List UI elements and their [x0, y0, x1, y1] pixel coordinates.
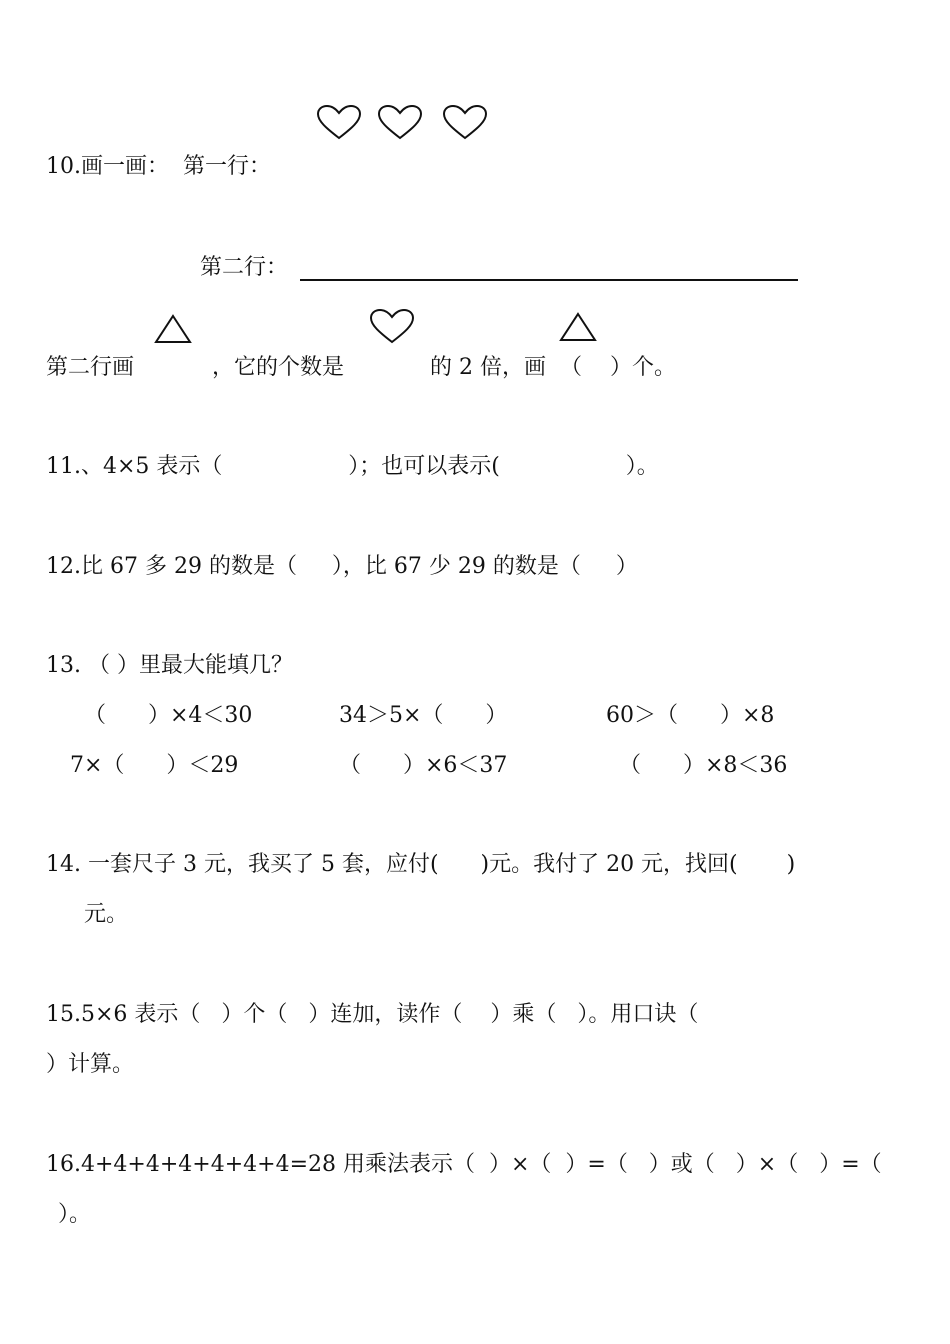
heart-icon	[316, 104, 362, 140]
q13-row1-item: 34＞5×（ ）	[339, 703, 508, 728]
q10-label: 10.画一画： 第一行：	[46, 154, 271, 179]
q16-line1: 16.4+4+4+4+4+4+4=28 用乘法表示（ ）×（ ）=（ ）或（ ）×（ ）=（	[46, 1152, 882, 1177]
q10-sentence-b: ，它的个数是	[212, 355, 345, 380]
q14-line2: 元。	[84, 902, 129, 927]
heart-icon	[377, 104, 423, 140]
triangle-icon	[559, 312, 597, 342]
q15-line2: ）计算。	[46, 1052, 135, 1077]
q15-line1: 15.5×6 表示（ ）个（ ）连加，读作（ ）乘（ ）。用口诀（	[46, 1002, 699, 1027]
q14-line1: 14. 一套尺子 3 元，我买了 5 套，应付( )元。我付了 20 元，找回( )	[46, 852, 796, 877]
q11-line: 11.、4×5 表示（ ）；也可以表示( ）。	[46, 454, 659, 479]
q10-row2-label: 第二行：	[200, 255, 289, 280]
q13-row1-item: 60＞（ ）×8	[606, 703, 775, 728]
q10-sentence-a: 第二行画	[46, 355, 135, 380]
heart-icon	[442, 104, 488, 140]
q16-line2: ）。	[58, 1202, 92, 1227]
q13-row2-item: （ ）×6＜37	[339, 753, 508, 778]
q13-row2-item: 7×（ ）＜29	[70, 753, 239, 778]
heart-icon	[369, 308, 415, 344]
triangle-icon	[154, 314, 192, 344]
q12-line: 12.比 67 多 29 的数是（ ），比 67 少 29 的数是（ ）	[46, 554, 638, 579]
q13-row2-item: （ ）×8＜36	[619, 753, 788, 778]
q13-row1-item: （ ）×4＜30	[84, 703, 253, 728]
q10-sentence-c: 的 2 倍，画 （ ）个。	[430, 355, 676, 380]
q10-row2-answer-line[interactable]	[300, 279, 798, 281]
q13-title: 13. （ ）里最大能填几？	[46, 653, 293, 678]
